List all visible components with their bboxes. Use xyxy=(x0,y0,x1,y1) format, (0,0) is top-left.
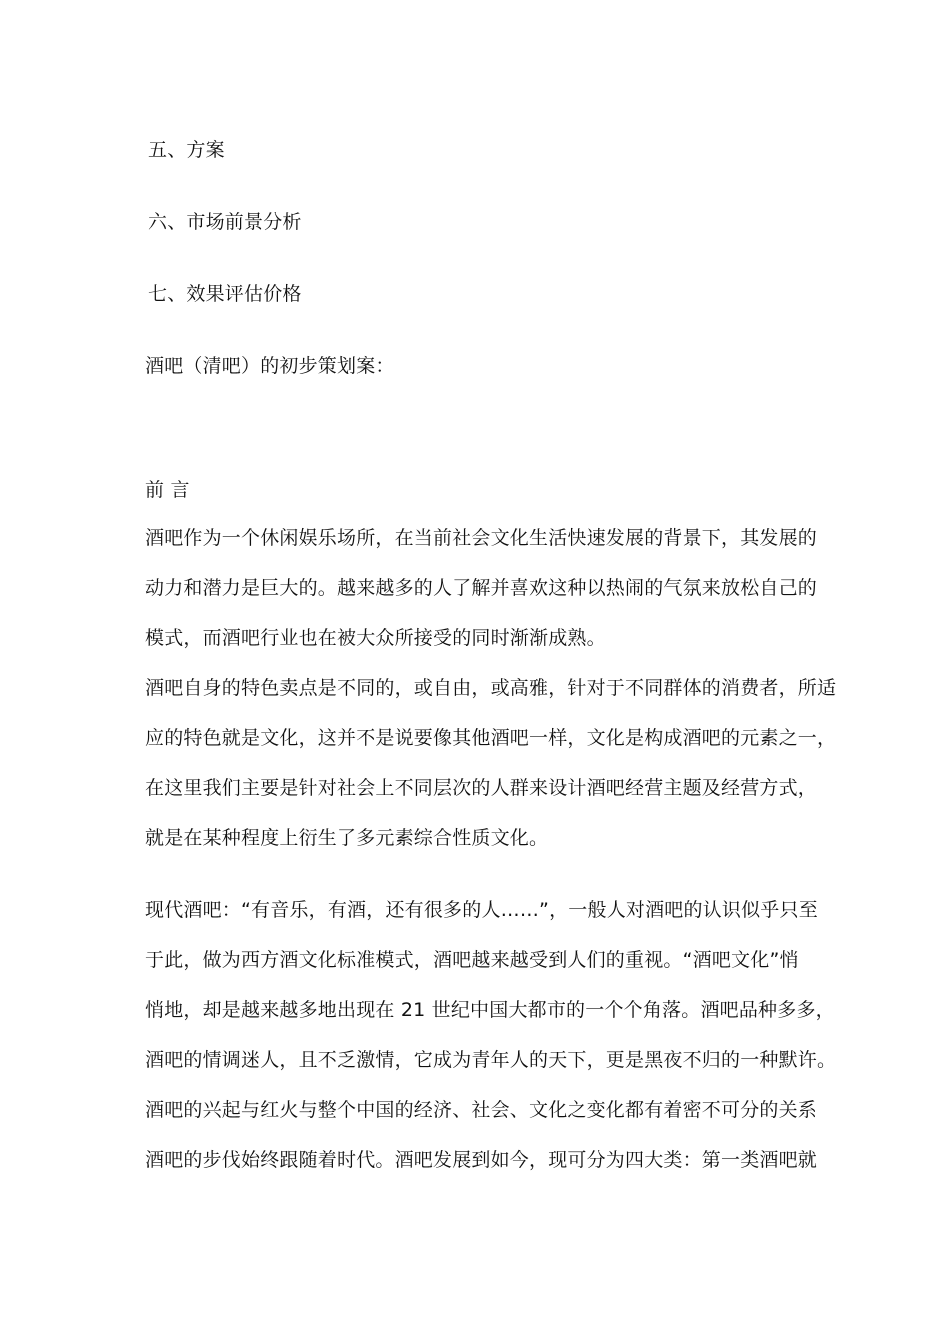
paragraph-line: 悄地，却是越来越多地出现在 21 世纪中国大都市的一个个角落。酒吧品种多多， xyxy=(145,999,835,1021)
preface-heading: 前 言 xyxy=(145,479,190,501)
plan-title: 酒吧（清吧）的初步策划案： xyxy=(145,355,395,377)
paragraph-line: 酒吧的情调迷人，且不乏激情，它成为青年人的天下，更是黑夜不归的一种默许。 xyxy=(145,1049,837,1071)
paragraph-line: 在这里我们主要是针对社会上不同层次的人群来设计酒吧经营主题及经营方式， xyxy=(145,777,818,799)
paragraph-line: 酒吧的兴起与红火与整个中国的经济、社会、文化之变化都有着密不可分的关系 xyxy=(145,1099,818,1121)
toc-item-5: 五、方案 xyxy=(148,139,225,161)
paragraph-line: 应的特色就是文化，这并不是说要像其他酒吧一样，文化是构成酒吧的元素之一， xyxy=(145,727,837,749)
paragraph-line: 现代酒吧：“有音乐，有酒，还有很多的人……”，一般人对酒吧的认识似乎只至 xyxy=(145,899,818,921)
paragraph-line: 模式，而酒吧行业也在被大众所接受的同时渐渐成熟。 xyxy=(145,627,606,649)
paragraph-line: 动力和潜力是巨大的。越来越多的人了解并喜欢这种以热闹的气氛来放松自己的 xyxy=(145,577,818,599)
toc-item-7: 七、效果评估价格 xyxy=(148,283,302,305)
paragraph-line: 就是在某种程度上衍生了多元素综合性质文化。 xyxy=(145,827,549,849)
paragraph-line: 酒吧的步伐始终跟随着时代。酒吧发展到如今，现可分为四大类：第一类酒吧就 xyxy=(145,1149,818,1171)
paragraph-line: 于此，做为西方酒文化标准模式，酒吧越来越受到人们的重视。“酒吧文化”悄 xyxy=(145,949,799,971)
paragraph-line: 酒吧作为一个休闲娱乐场所，在当前社会文化生活快速发展的背景下，其发展的 xyxy=(145,527,818,549)
paragraph-line: 酒吧自身的特色卖点是不同的，或自由，或高雅，针对于不同群体的消费者，所适 xyxy=(145,677,837,699)
toc-item-6: 六、市场前景分析 xyxy=(148,211,302,233)
